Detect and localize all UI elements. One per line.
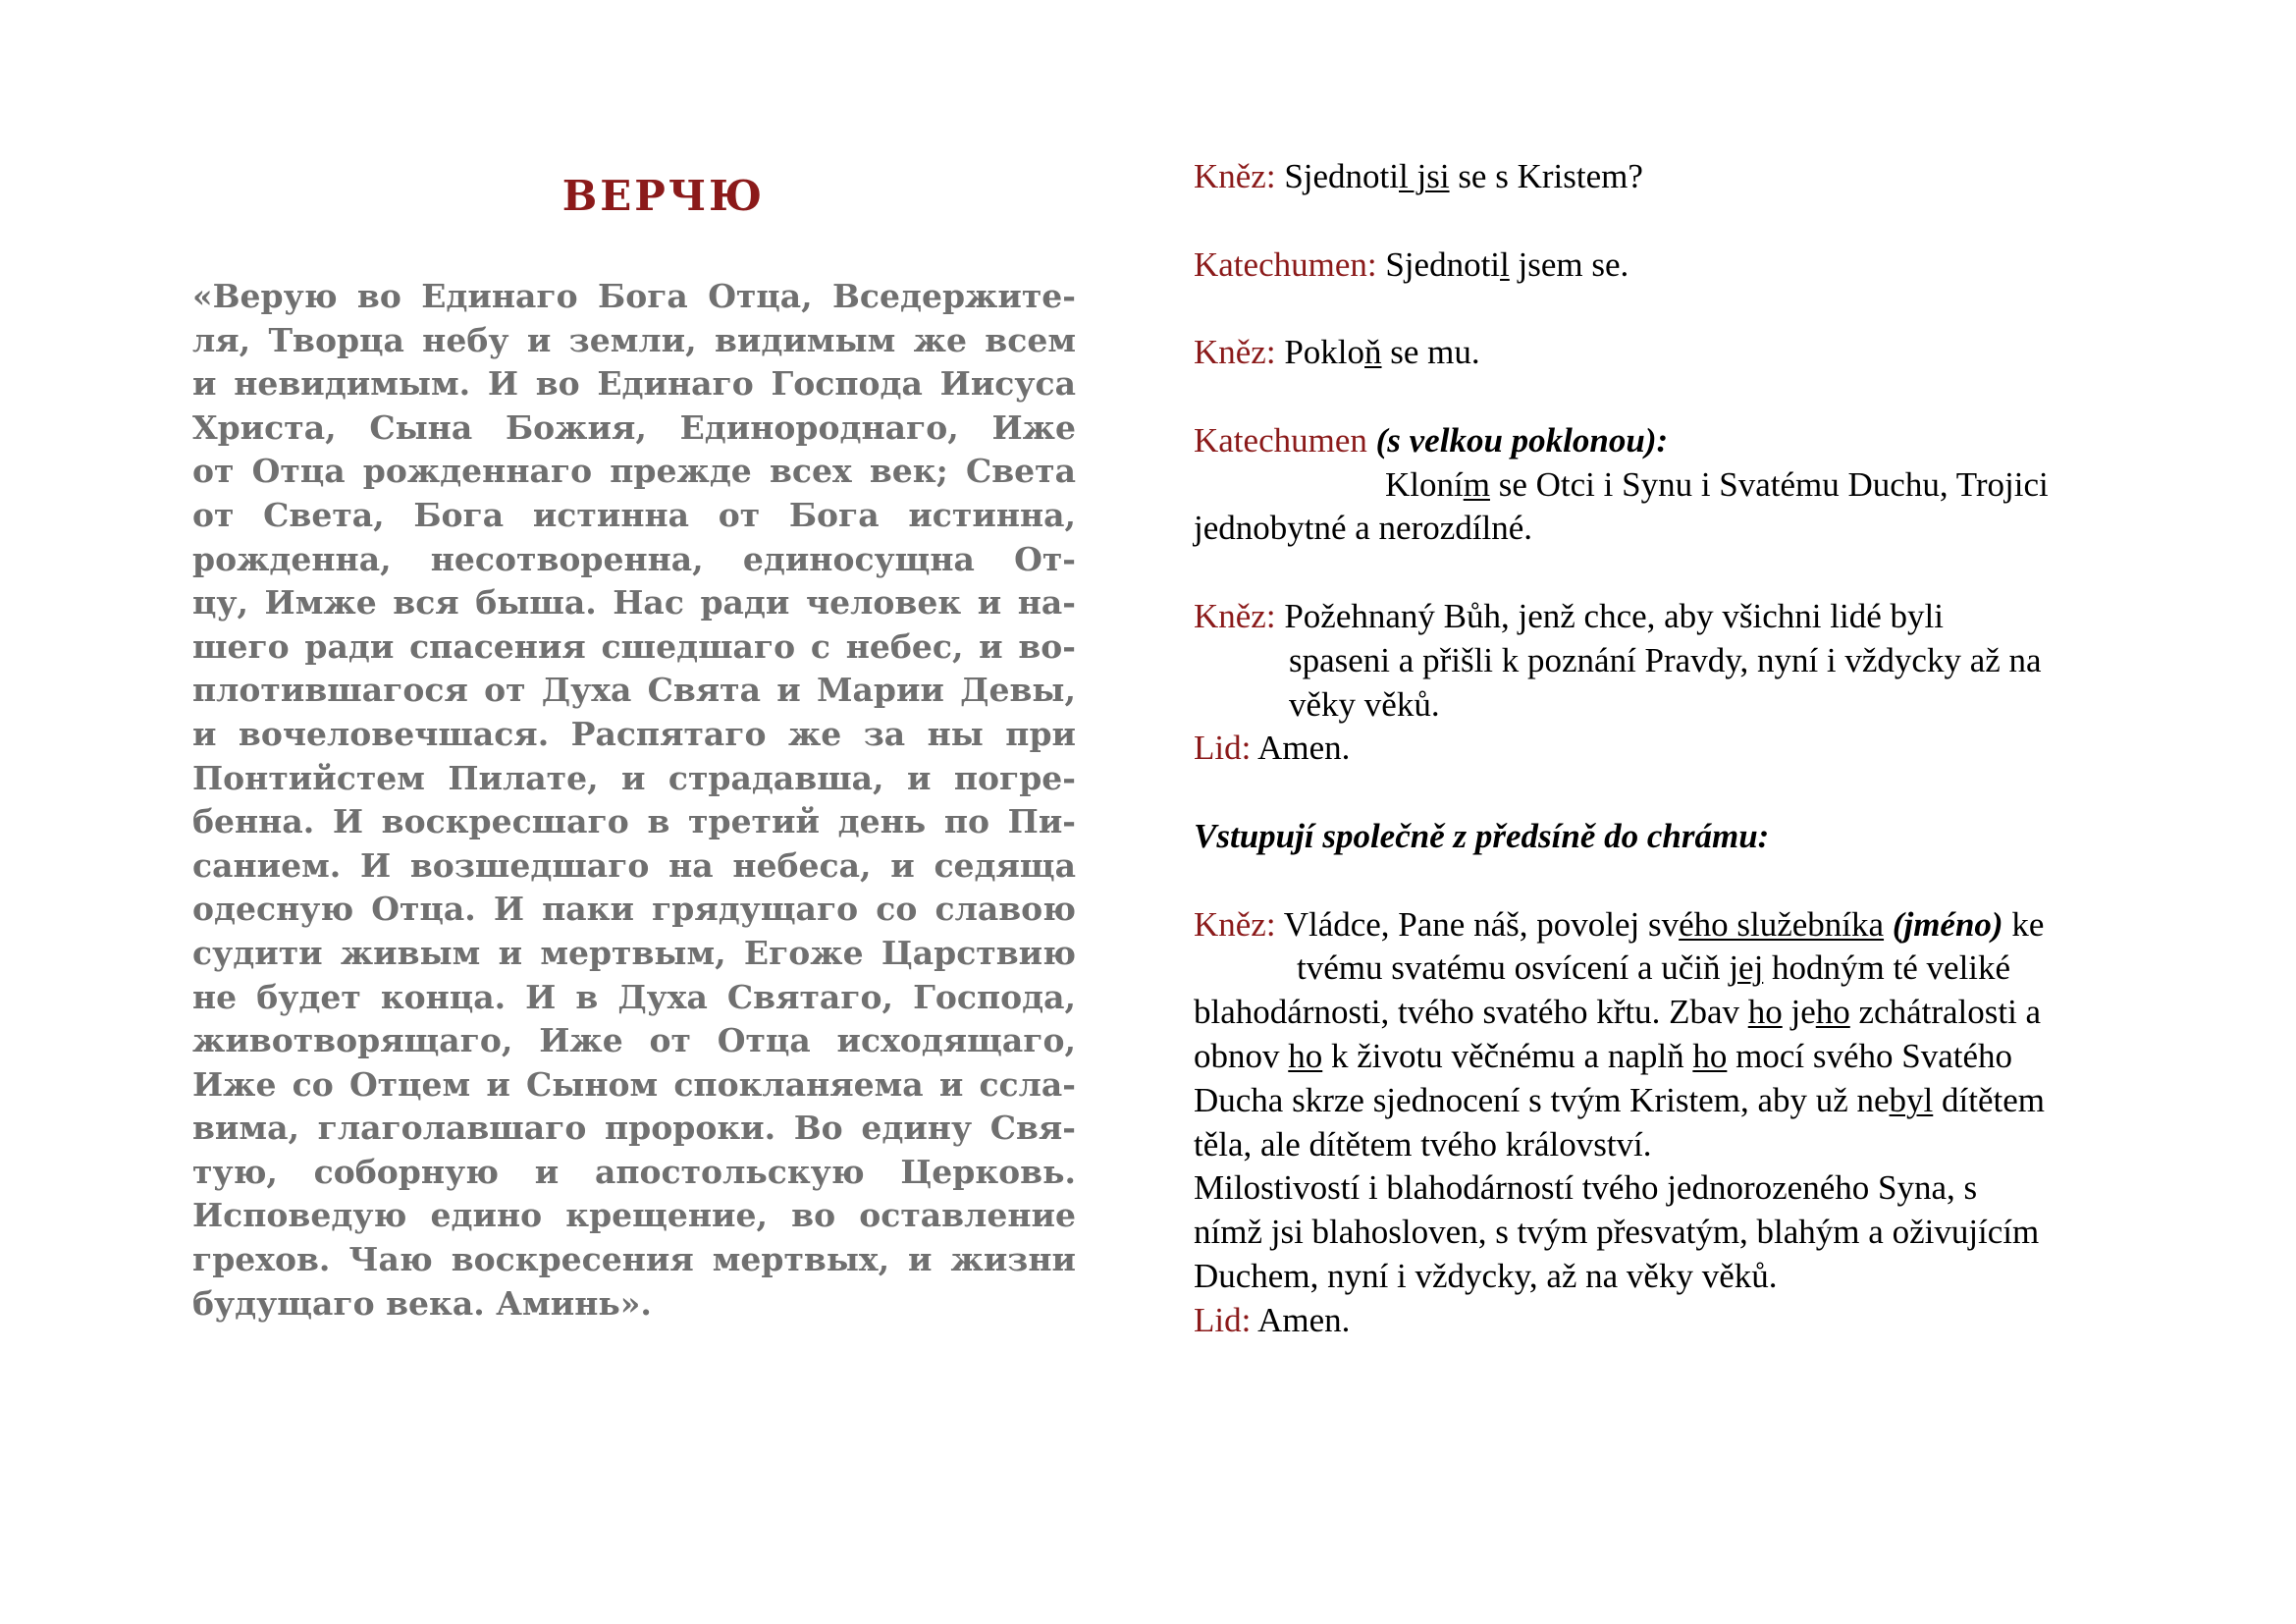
creed-line: Понтийстем Пилате, и страдавша, и погре-	[192, 758, 1076, 797]
creed-line: от Света, Бога истинна от Бога истинна,	[192, 495, 1076, 534]
creed-line: животворящаго, Иже от Отца исходящаго,	[192, 1021, 1076, 1060]
rubric: (jméno)	[1892, 904, 2003, 944]
dialogue-priest-3: Kněz: Požehnaný Bůh, jenž chce, aby všichni lidé byli	[1194, 596, 1944, 635]
speaker-label: Kněz:	[1194, 157, 1276, 195]
rubric: (s velkou poklonou):	[1375, 420, 1669, 460]
liturgy-column: Kněz: Sjednotil jsi se s Kristem? Katechumen: Sjednotil jsem se. Kněz: Pokloň se mu. Katechumen (s velkou poklonou): Kloním se Otci i Synu i Svatému Duchu, Trojici jednobytné a nerozdílné. Kněz: Požehnaný Bůh, jenž chce, aby všichni lidé byli spaseni a přišli k poznání Pravdy, nyní i vždycky až na věky věků. Lid: Amen. Vstupují společně z předsíně do chrámu: Kněz: Vládce, Pane náš, povolej svého služebníka (jméno) ke tvému svatému osvícení a učiň jej hodným té veliké blahodárnosti, tvého svatého křtu. Zbav ho jeho zchátralosti a obnov ho k životu věčnému a naplň ho mocí svého Svatého Ducha skrze sjednocení s tvým Kristem, aby už nebyl dítětem těla, ale dítětem tvého království. Milostivostí i blahodárností tvého jednorozeného Syna, s nímž jsi blahosloven, s tvým přesvatým, blahým a oživujícím Duchem, nyní i vždycky, až na věky věků. Lid: Amen.	[1194, 155, 2156, 1343]
dialogue-priest-4: Kněz: Vládce, Pane náš, povolej svého služebníka (jméno) ke	[1194, 904, 2045, 944]
dialogue-catechumen-1: Katechumen: Sjednotil jsem se.	[1194, 244, 1629, 284]
creed-line: рожденна, несотворенна, единосущна От-	[192, 539, 1076, 578]
creed-text	[192, 275, 1076, 1326]
creed-line: судити живым и мертвым, Егоже Царствию	[192, 933, 1076, 972]
dialogue-priest-2: Kněz: Pokloň se mu.	[1194, 333, 1480, 372]
creed-column	[192, 147, 1076, 1326]
creed-line: плотившагося от Духа Свята и Марии Девы,	[192, 671, 1076, 710]
dialogue-people-2: Lid: Amen.	[1194, 1300, 1351, 1339]
creed-line: Исповедую едино крещение, во оставление	[192, 1196, 1076, 1235]
dialogue-catechumen-2	[1194, 419, 2156, 463]
speaker-label: Lid:	[1194, 729, 1252, 768]
creed-line: и вочеловечшася. Распятаго же за ны при	[192, 714, 1076, 753]
creed-line: вима, глаголавшаго пророки. Во едину Свя-	[192, 1109, 1076, 1148]
creed-title: ВЕРЧЮ	[561, 172, 766, 220]
dialogue-catechumen-2-text: Kloním se Otci i Synu i Svatému Duchu, Trojici	[1385, 464, 2049, 504]
creed-line: тую, соборную и апостольскую Церковь.	[192, 1152, 1076, 1191]
speaker-label: Kněz:	[1194, 333, 1276, 372]
creed-line: от Отца рожденнаго прежде всех век; Света	[192, 452, 1076, 491]
creed-line: Христа, Сына Божия, Единороднаго, Иже	[192, 407, 1076, 447]
speaker-label: Lid:	[1194, 1300, 1252, 1339]
creed-line: «Верую во Единаго Бога Отца, Вседержите-	[192, 277, 1076, 315]
creed-line: Иже со Отцем и Сыном спокланяема и ссла-	[192, 1064, 1076, 1104]
creed-line: ля, Творца небу и земли, видимым же всем	[192, 320, 1076, 359]
creed-line: бенна. И воскресшаго в третий день по Пи-	[192, 802, 1076, 841]
creed-line: шего ради спасения сшедшаго с небес, и во-	[192, 626, 1076, 666]
speaker-label: Katechumen	[1194, 420, 1367, 460]
speaker-label: Kněz:	[1194, 904, 1276, 944]
creed-line: и невидимым. И во Единаго Господа Иисуса	[192, 364, 1076, 404]
creed-line: не будет конца. И в Духа Святаго, Господа,	[192, 977, 1076, 1016]
creed-line: цу, Имже вся быша. Нас ради человек и на-	[192, 583, 1076, 623]
creed-line: грехов. Чаю воскресения мертвых, и жизни	[192, 1240, 1076, 1279]
speaker-label: Kněz:	[1194, 596, 1276, 635]
speaker-label: Katechumen:	[1194, 244, 1377, 284]
dialogue-priest-1: Kněz: Sjednotil jsi se s Kristem?	[1194, 157, 1643, 195]
dialogue-people-1: Lid: Amen.	[1194, 729, 1351, 768]
rubric-entrance: Vstupují společně z předsíně do chrámu:	[1194, 816, 1770, 855]
creed-line: санием. И возшедшаго на небеса, и седяща	[192, 845, 1076, 885]
creed-line: одесную Отца. И паки грядущаго со славою	[192, 890, 1076, 929]
creed-line: будущаго века. Аминь».	[192, 1283, 652, 1323]
